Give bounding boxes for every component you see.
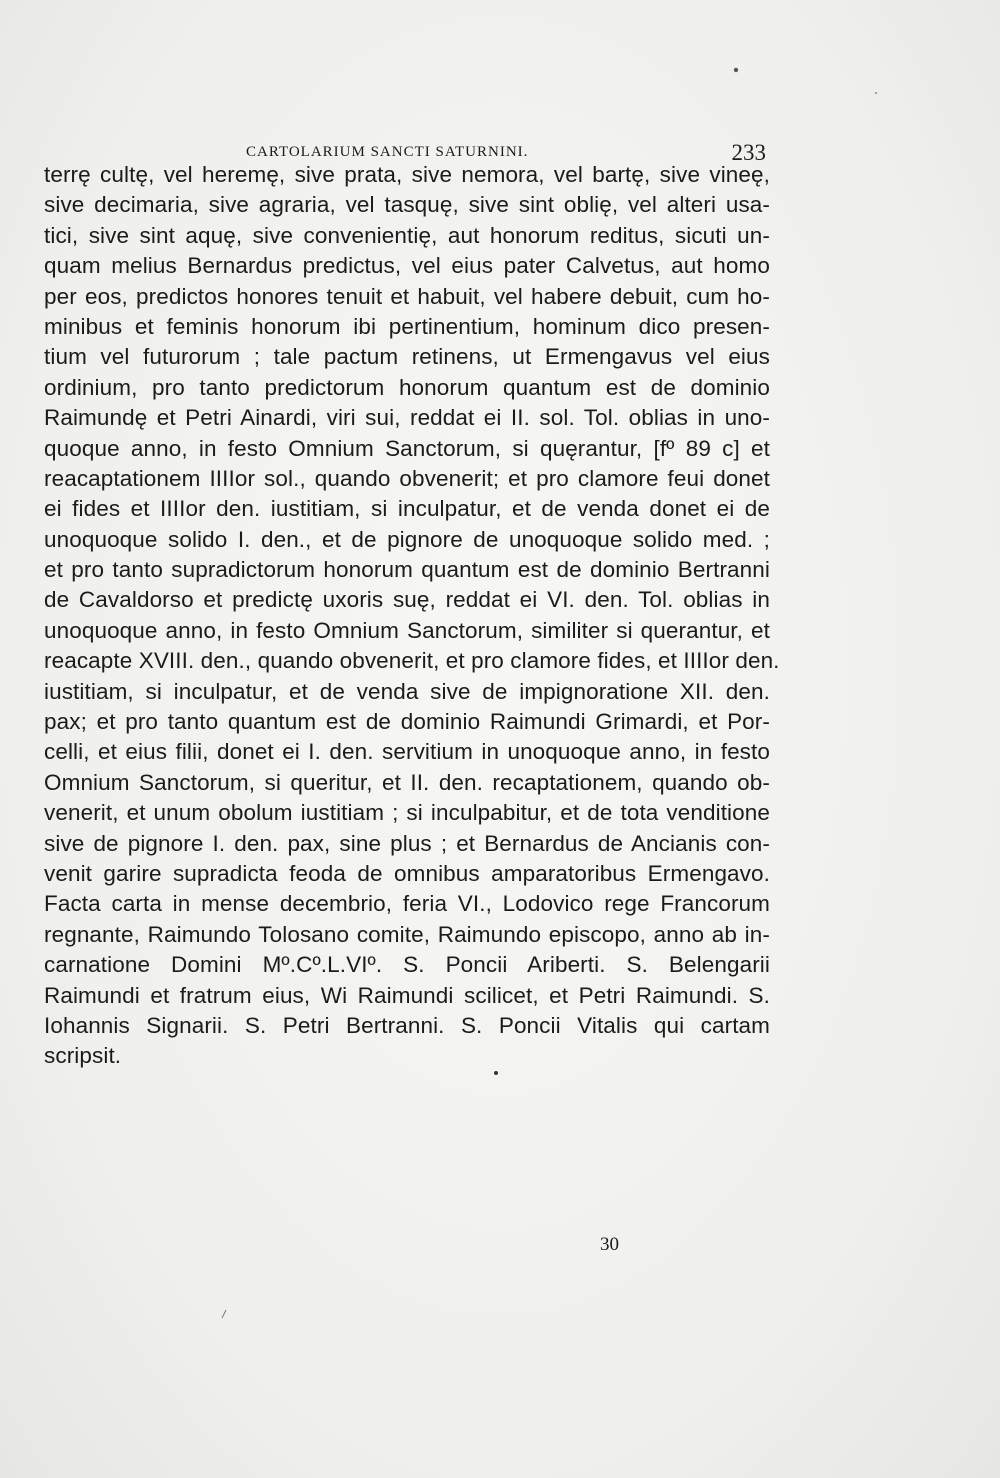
text-line: tici, sive sint aquę, sive convenientię, aut honorum reditus, sicuti un- bbox=[44, 222, 770, 248]
running-head: CARTOLARIUM SANCTI SATURNINI. bbox=[246, 144, 529, 160]
text-line: et pro tanto supradictorum honorum quantum est de dominio Bertranni bbox=[44, 557, 770, 583]
text-line: celli, et eius filii, donet ei I. den. servitium in unoquoque anno, in festo bbox=[44, 739, 770, 765]
page-number: 233 bbox=[731, 140, 766, 165]
text-line: ei fides et IIIIor den. iustitiam, si inculpatur, et de venda donet ei de bbox=[44, 496, 770, 522]
text-line: venit garire supradicta feoda de omnibus amparatoribus Ermengavo. bbox=[44, 860, 770, 886]
signature-mark: 30 bbox=[600, 1234, 619, 1255]
text-line: sive de pignore I. den. pax, sine plus ; et Bernardus de Ancianis con- bbox=[44, 830, 770, 856]
text-line: Facta carta in mense decembrio, feria VI., Lodovico rege Francorum bbox=[44, 891, 770, 917]
text-line: de Cavaldorso et predictę uxoris suę, reddat ei VI. den. Tol. oblias in bbox=[44, 587, 770, 613]
text-line: reacaptationem IIIIor sol., quando obvenerit; et pro clamore feui donet bbox=[44, 465, 770, 491]
text-line: Raimundę et Petri Ainardi, viri sui, reddat ei II. sol. Tol. oblias in uno- bbox=[44, 405, 770, 431]
text-line: unoquoque anno, in festo Omnium Sanctorum, similiter si querantur, et bbox=[44, 617, 770, 643]
text-line: sive decimaria, sive agraria, vel tasquę, sive sint oblię, vel alteri usa- bbox=[44, 192, 770, 218]
text-line: pax; et pro tanto quantum est de dominio Raimundi Grimardi, et Por- bbox=[44, 709, 770, 735]
text-line: iustitiam, si inculpatur, et de venda sive de impignoratione XII. den. bbox=[44, 678, 770, 704]
text-line: Raimundi et fratrum eius, Wi Raimundi scilicet, et Petri Raimundi. S. bbox=[44, 982, 770, 1008]
text-line: scripsit. bbox=[44, 1043, 122, 1069]
text-line: unoquoque solido I. den., et de pignore de unoquoque solido med. ; bbox=[44, 526, 770, 552]
text-line: per eos, predictos honores tenuit et habuit, vel habere debuit, cum ho- bbox=[44, 283, 770, 309]
text-line: quoque anno, in festo Omnium Sanctorum, si quęrantur, [fº 89 c] et bbox=[44, 435, 770, 461]
text-line: reacapte XVIII. den., quando obvenerit, et pro clamore fides, et IIIIor den. bbox=[44, 648, 780, 674]
body-text bbox=[44, 160, 780, 1072]
text-line: Omnium Sanctorum, si queritur, et II. den. recaptationem, quando ob- bbox=[44, 769, 770, 795]
text-line: Iohannis Signarii. S. Petri Bertranni. S. Poncii Vitalis qui cartam bbox=[44, 1012, 770, 1038]
text-line: tium vel futurorum ; tale pactum retinens, ut Ermengavus vel eius bbox=[44, 344, 770, 370]
text-line: venerit, et unum obolum iustitiam ; si inculpabitur, et de tota venditione bbox=[44, 800, 770, 826]
text-line: ordinium, pro tanto predictorum honorum quantum est de dominio bbox=[44, 374, 770, 400]
text-line: terrę cultę, vel heremę, sive prata, sive nemora, vel bartę, sive vineę, bbox=[44, 162, 770, 187]
bleed-through-decoration bbox=[40, 1050, 800, 1077]
text-line: regnante, Raimundo Tolosano comite, Raimundo episcopo, anno ab in- bbox=[44, 921, 770, 947]
text-line: minibus et feminis honorum ibi pertinentium, hominum dico presen- bbox=[44, 313, 770, 339]
text-line: quam melius Bernardus predictus, vel eius pater Calvetus, aut homo bbox=[44, 253, 770, 279]
text-line: carnatione Domini Mº.Cº.L.VIº. S. Poncii Ariberti. S. Belengarii bbox=[44, 952, 770, 978]
